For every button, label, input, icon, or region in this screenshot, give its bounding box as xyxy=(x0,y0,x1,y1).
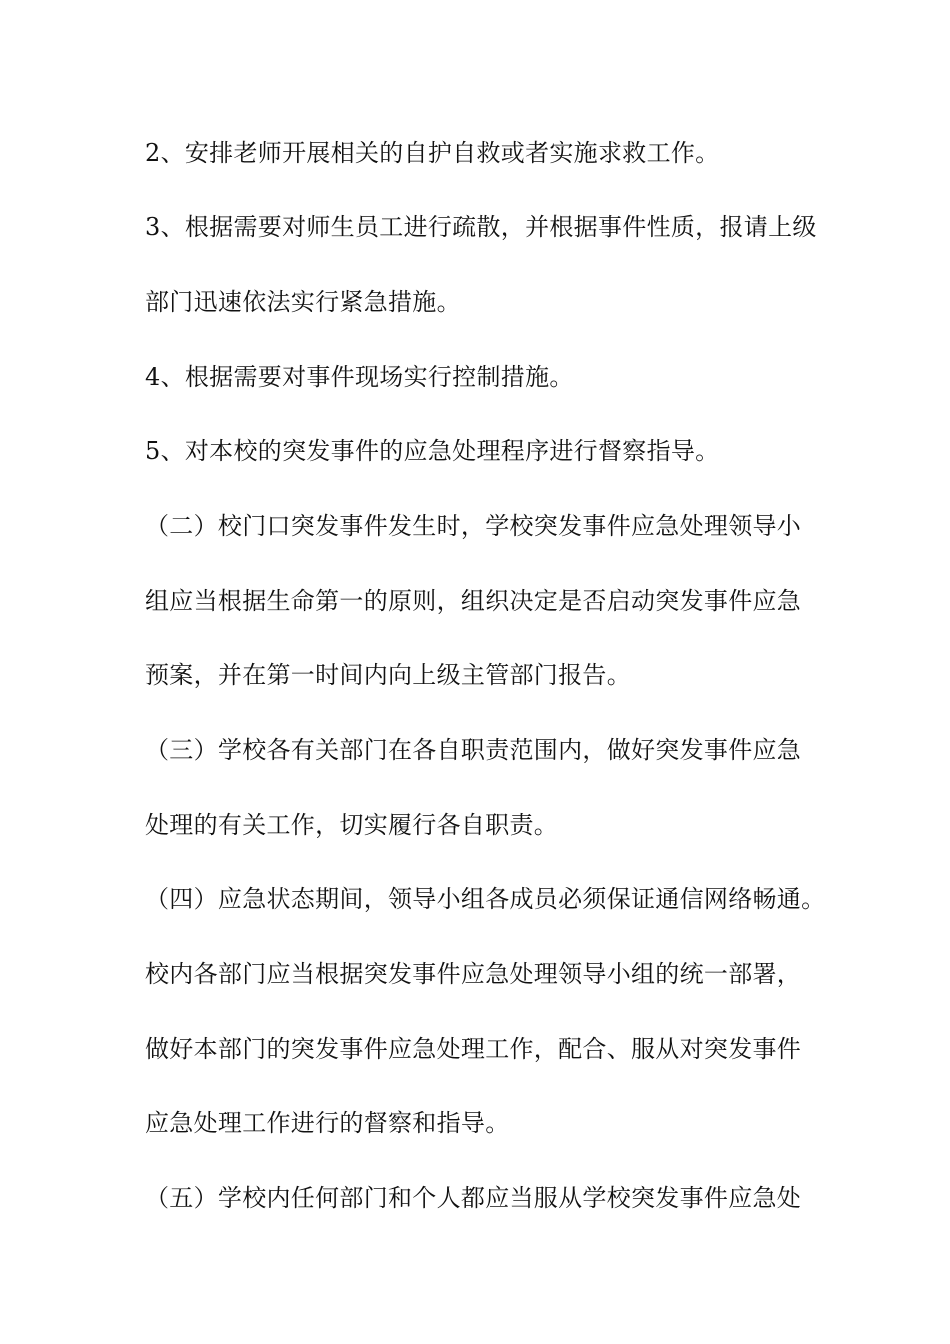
text-line: 应急处理工作进行的督察和指导。 xyxy=(145,1109,510,1137)
text-line: （二）校门口突发事件发生时，学校突发事件应急处理领导小 xyxy=(145,512,802,540)
text-line: 处理的有关工作，切实履行各自职责。 xyxy=(145,811,559,839)
text-line: 预案，并在第一时间内向上级主管部门报告。 xyxy=(145,661,631,689)
text-line: （三）学校各有关部门在各自职责范围内，做好突发事件应急 xyxy=(145,736,802,764)
text-line: 4、根据需要对事件现场实行控制措施。 xyxy=(145,363,574,391)
text-line: 校内各部门应当根据突发事件应急处理领导小组的统一部署， xyxy=(145,960,802,988)
text-line: （五）学校内任何部门和个人都应当服从学校突发事件应急处 xyxy=(145,1184,802,1212)
text-line: 做好本部门的突发事件应急处理工作，配合、服从对突发事件 xyxy=(145,1035,802,1063)
text-line: 组应当根据生命第一的原则，组织决定是否启动突发事件应急 xyxy=(145,587,802,615)
text-line: 5、对本校的突发事件的应急处理程序进行督察指导。 xyxy=(145,437,720,465)
text-line: 部门迅速依法实行紧急措施。 xyxy=(145,288,461,316)
text-line: 3、根据需要对师生员工进行疏散，并根据事件性质，报请上级 xyxy=(145,213,817,241)
text-line: 2、安排老师开展相关的自护自救或者实施求救工作。 xyxy=(145,139,720,167)
text-line: （四）应急状态期间，领导小组各成员必须保证通信网络畅通。 xyxy=(145,885,826,913)
